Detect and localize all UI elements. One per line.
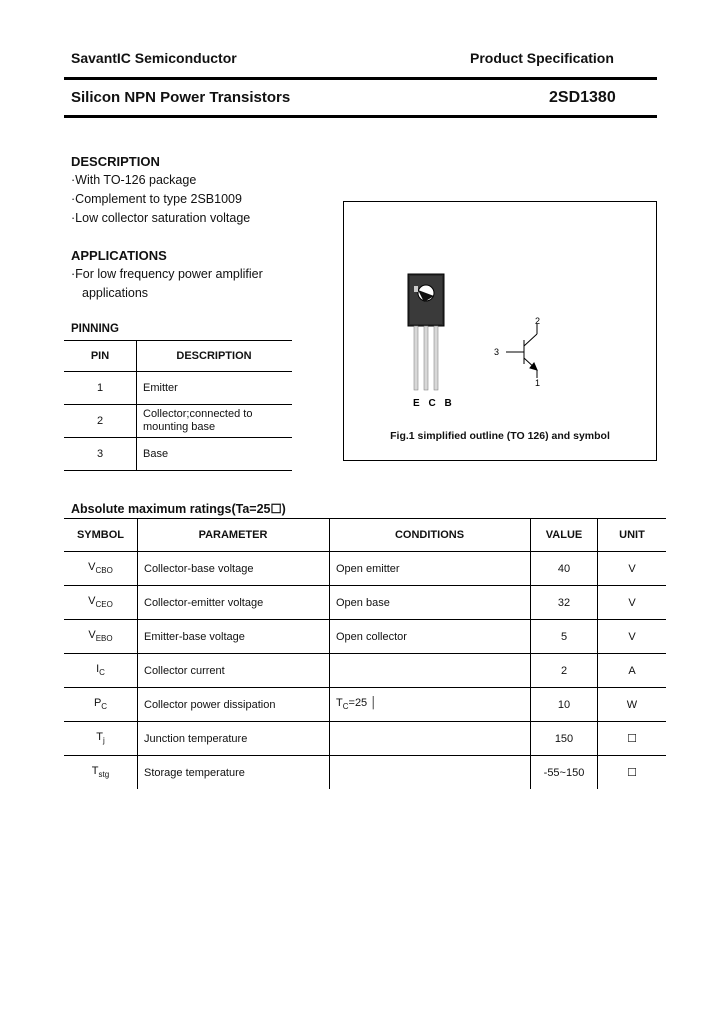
value-cell: 5 xyxy=(531,620,598,654)
symbol-cell: $V_{EBO}$ xyxy=(64,620,138,654)
unit-cell: V xyxy=(598,620,667,654)
table-header-row xyxy=(64,519,666,552)
description-item: ·Low collector saturation voltage xyxy=(71,211,251,225)
npn-transistor-symbol xyxy=(506,324,537,378)
unit-cell: V xyxy=(598,552,667,586)
table-row xyxy=(64,438,292,471)
part-number: 2SD1380 xyxy=(549,89,616,106)
to126-package-image xyxy=(408,274,444,390)
conditions-cell xyxy=(330,756,531,790)
pin-description: Collector;connected to mounting base xyxy=(137,405,293,438)
pinning-table xyxy=(64,340,292,471)
ratings-table xyxy=(64,518,666,789)
ratings-title: Absolute maximum ratings(Ta=25☐) xyxy=(71,502,286,516)
conditions-cell: Open base xyxy=(330,586,531,620)
parameter-cell: Junction temperature xyxy=(138,722,330,756)
parameter-cell: Collector current xyxy=(138,654,330,688)
applications-line: ·For low frequency power amplifier xyxy=(71,267,263,281)
unit-cell: V xyxy=(598,586,667,620)
figure-caption: Fig.1 simplified outline (TO 126) and symbol xyxy=(390,430,610,442)
table-row xyxy=(64,552,666,586)
parameter-cell: Collector-base voltage xyxy=(138,552,330,586)
doc-type: Product Specification xyxy=(470,50,614,66)
parameter-cell: Collector-emitter voltage xyxy=(138,586,330,620)
description-item: ·Complement to type 2SB1009 xyxy=(71,192,242,206)
figure-box xyxy=(343,201,657,461)
symbol-cell: $V_{CBO}$ xyxy=(64,552,138,586)
table-row xyxy=(64,586,666,620)
table-row xyxy=(64,756,666,790)
symbol-cell: $T_{stg}$ xyxy=(64,756,138,790)
pin-description: Base xyxy=(137,438,293,471)
pin-header: PIN xyxy=(64,341,137,372)
pin-number: 3 xyxy=(64,438,137,471)
unit-cell: A xyxy=(598,654,667,688)
pin-number: 1 xyxy=(64,372,137,405)
parameter-cell: Collector power dissipation xyxy=(138,688,330,722)
company-name: SavantIC Semiconductor xyxy=(71,50,237,66)
symbol-pin-base: 3 xyxy=(494,347,500,357)
symbol-cell: $P_C$ xyxy=(64,688,138,722)
parameter-cell: Emitter-base voltage xyxy=(138,620,330,654)
symbol-pin-emitter: 1 xyxy=(535,378,541,388)
unit-cell: ☐ xyxy=(598,722,667,756)
table-row xyxy=(64,654,666,688)
applications-title: APPLICATIONS xyxy=(71,248,167,263)
value-cell: 40 xyxy=(531,552,598,586)
description-title: DESCRIPTION xyxy=(71,154,160,169)
applications-line: applications xyxy=(82,286,149,300)
symbol-pin-collector: 2 xyxy=(535,316,541,326)
lead-labels: E C B xyxy=(413,398,455,409)
table-header-row xyxy=(64,341,292,372)
conditions-cell xyxy=(330,654,531,688)
conditions-cell: Open emitter xyxy=(330,552,531,586)
table-row xyxy=(64,722,666,756)
table-row xyxy=(64,405,292,438)
value-cell: 32 xyxy=(531,586,598,620)
package-and-symbol-drawing xyxy=(344,202,656,460)
value-cell: -55~150 xyxy=(531,756,598,790)
conditions-cell: $T_C=25$ │ xyxy=(330,688,531,722)
table-row xyxy=(64,620,666,654)
pinning-title: PINNING xyxy=(71,323,119,335)
parameter-cell: Storage temperature xyxy=(138,756,330,790)
conditions-cell xyxy=(330,722,531,756)
table-row xyxy=(64,372,292,405)
pin-number: 2 xyxy=(64,405,137,438)
table-row xyxy=(64,688,666,722)
header-rule-bottom xyxy=(64,115,657,118)
symbol-cell: $I_C$ xyxy=(64,654,138,688)
conditions-header: CONDITIONS xyxy=(330,519,531,552)
symbol-cell: $T_j$ xyxy=(64,722,138,756)
value-cell: 2 xyxy=(531,654,598,688)
unit-header: UNIT xyxy=(598,519,667,552)
symbol-cell: $V_{CEO}$ xyxy=(64,586,138,620)
unit-cell: W xyxy=(598,688,667,722)
description-item: ·With TO-126 package xyxy=(71,173,197,187)
value-cell: 10 xyxy=(531,688,598,722)
pin-description-header: DESCRIPTION xyxy=(137,341,293,372)
product-family: Silicon NPN Power Transistors xyxy=(71,89,291,106)
value-cell: 150 xyxy=(531,722,598,756)
symbol-header: SYMBOL xyxy=(64,519,138,552)
value-header: VALUE xyxy=(531,519,598,552)
unit-cell: ☐ xyxy=(627,767,637,779)
header-rule-top xyxy=(64,77,657,80)
parameter-header: PARAMETER xyxy=(138,519,330,552)
pin-description: Emitter xyxy=(137,372,293,405)
conditions-cell: Open collector xyxy=(330,620,531,654)
